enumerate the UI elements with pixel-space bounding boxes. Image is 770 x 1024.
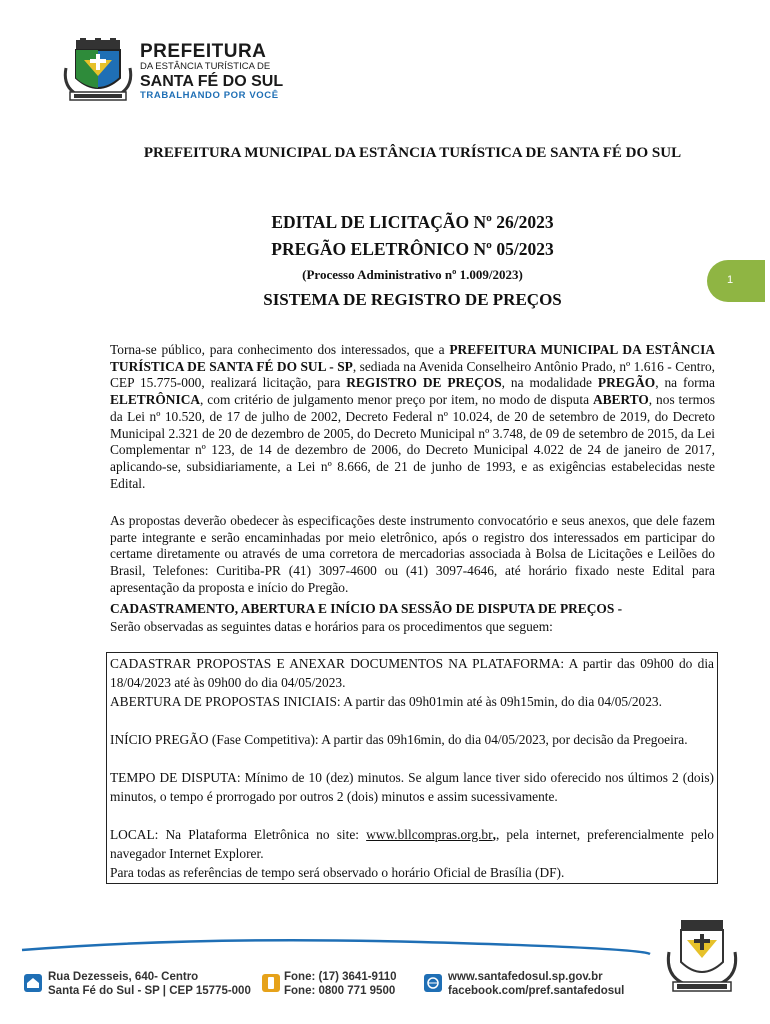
bllcompras-link[interactable]: www.bllcompras.org.br xyxy=(366,827,493,842)
brand-slogan: TRABALHANDO POR VOCÊ xyxy=(140,90,279,101)
home-icon xyxy=(24,974,42,992)
page-number: 1 xyxy=(727,274,734,286)
footer-phone-1: Fone: (17) 3641-9110 xyxy=(284,971,397,983)
brand-line-3: SANTA FÉ DO SUL xyxy=(140,73,284,90)
schedule-box xyxy=(106,652,718,884)
p1-text: , nos termos da Lei nº 10.520, de 17 de julho de 2002, Decreto Federal nº 10.024, de 20 de setembro de 2019, do Decreto Municipal 2.321 de 20 de dezembro de 2005, do Decreto Municipal nº 3.748, de 09 de setembro de 2015, da Lei Complementar nº 123, de 14 de dezembro de 2006, do Decreto Municipal 4.022 de 24 de janeiro de 2017, aplicando-se, subsidiariamente, a Lei nº 8.666, de 21 de junho de 1993, e as exigências estabelecidas neste Edital. xyxy=(110,392,716,491)
footer-address-2: Santa Fé do Sul - SP | CEP 15775-000 xyxy=(48,985,251,997)
edital-title: EDITAL DE LICITAÇÃO Nº 26/2023 xyxy=(271,212,554,232)
local-text: , pela internet, preferencialmente pelo navegador Internet Explorer. xyxy=(110,827,714,861)
schedule-referencias: Para todas as referências de tempo será observado o horário Oficial de Brasília (DF). xyxy=(110,865,565,880)
paragraph-propostas: As propostas deverão obedecer às especificações deste instrumento convocatório e seus anexos, que dele fazem parte integrante e serão encaminhadas por meio eletrônico, após o registro dos interessados em participar do certame diretamente ou através de uma corretora de mercadorias associada à Bolsa de Licitações e Leilões do Brasil, Telefones: Curitiba-PR (41) 3097-4600 ou (41) 3097-4646, até horário fixado neste Edital para apresentação da proposta e início do Pregão. xyxy=(110,513,715,595)
p1-bold-pregao: PREGÃO xyxy=(597,375,656,391)
header-logo xyxy=(62,38,302,108)
schedule-local: LOCAL: Na Plataforma Eletrônica no site: www.bllcompras.org.br,, pela internet, preferencialmente pelo navegador Internet Explorer. xyxy=(110,827,714,861)
schedule-inicio: INÍCIO PREGÃO (Fase Competitiva): A partir das 09h16min, do dia 04/05/2023, por decisão da Pregoeira. xyxy=(110,732,688,747)
p1-text: , sediada na Avenida Conselheiro Antônio Prado, nº 1.616 - Centro, CEP 15.775-000, realizará licitação, para xyxy=(110,358,715,391)
paragraph-cadastramento-heading xyxy=(110,601,715,618)
p1-text: , na modalidade xyxy=(501,375,598,391)
brand-line-2: DA ESTÂNCIA TURÍSTICA DE xyxy=(140,61,271,72)
brand-line-1: PREFEITURA xyxy=(140,41,267,62)
brand-text xyxy=(140,42,283,102)
p1-bold-org: PREFEITURA MUNICIPAL DA ESTÂNCIA TURÍSTICA DE SANTA FÉ DO SUL - SP xyxy=(110,342,715,374)
paragraph-datas: Serão observadas as seguintes datas e horários para os procedimentos que seguem: xyxy=(110,619,553,634)
p1-bold-aberto: ABERTO xyxy=(592,392,649,408)
local-text: LOCAL: Na Plataforma Eletrônica no site: xyxy=(110,827,367,842)
p1-bold-eletronica: ELETRÔNICA xyxy=(110,392,201,408)
pregao-title: PREGÃO ELETRÔNICO Nº 05/2023 xyxy=(271,239,554,259)
schedule-cadastrar: CADASTRAR PROPOSTAS E ANEXAR DOCUMENTOS NA PLATAFORMA: A partir das 09h00 do dia 18/04/2023 até às 09h00 do dia 04/05/2023. xyxy=(110,656,714,690)
p1-text: Torna-se público, para conhecimento dos interessados, que a xyxy=(110,342,450,357)
globe-icon xyxy=(424,974,442,992)
sistema-title: SISTEMA DE REGISTRO DE PREÇOS xyxy=(263,290,562,309)
processo-subtitle: (Processo Administrativo nº 1.009/2023) xyxy=(302,267,523,282)
footer-facebook[interactable]: facebook.com/pref.santafedosul xyxy=(448,985,625,997)
footer-address-1: Rua Dezesseis, 640- Centro xyxy=(48,971,199,983)
page-number-badge xyxy=(707,260,765,302)
org-title: PREFEITURA MUNICIPAL DA ESTÂNCIA TURÍSTICA DE SANTA FÉ DO SUL xyxy=(143,145,682,161)
footer-phone-2: Fone: 0800 771 9500 xyxy=(284,985,396,997)
p1-text: , com critério de julgamento menor preço por item, no modo de disputa xyxy=(200,392,593,408)
footer-website[interactable]: www.santafedosul.sp.gov.br xyxy=(448,971,603,983)
paragraph-intro xyxy=(110,342,715,492)
cadastramento-heading: CADASTRAMENTO, ABERTURA E INÍCIO DA SESSÃO DE DISPUTA DE PREÇOS - xyxy=(110,601,623,616)
p1-bold-registro: REGISTRO DE PREÇOS xyxy=(346,375,502,391)
phone-icon xyxy=(262,974,280,992)
schedule-abertura: ABERTURA DE PROPOSTAS INICIAIS: A partir das 09h01min até às 09h15min, do dia 04/05/2023. xyxy=(110,694,662,709)
city-crest-icon xyxy=(62,38,134,104)
p1-text: , na forma xyxy=(655,375,715,391)
schedule-tempo: TEMPO DE DISPUTA: Mínimo de 10 (dez) minutos. Se algum lance tiver sido oferecido nos últimos 2 (dois) minutos, o tempo é prorrogado por outros 2 (dois) minutos e assim sucessivamente. xyxy=(110,770,714,804)
footer-city-crest-icon xyxy=(661,918,743,998)
footer xyxy=(0,960,770,1024)
